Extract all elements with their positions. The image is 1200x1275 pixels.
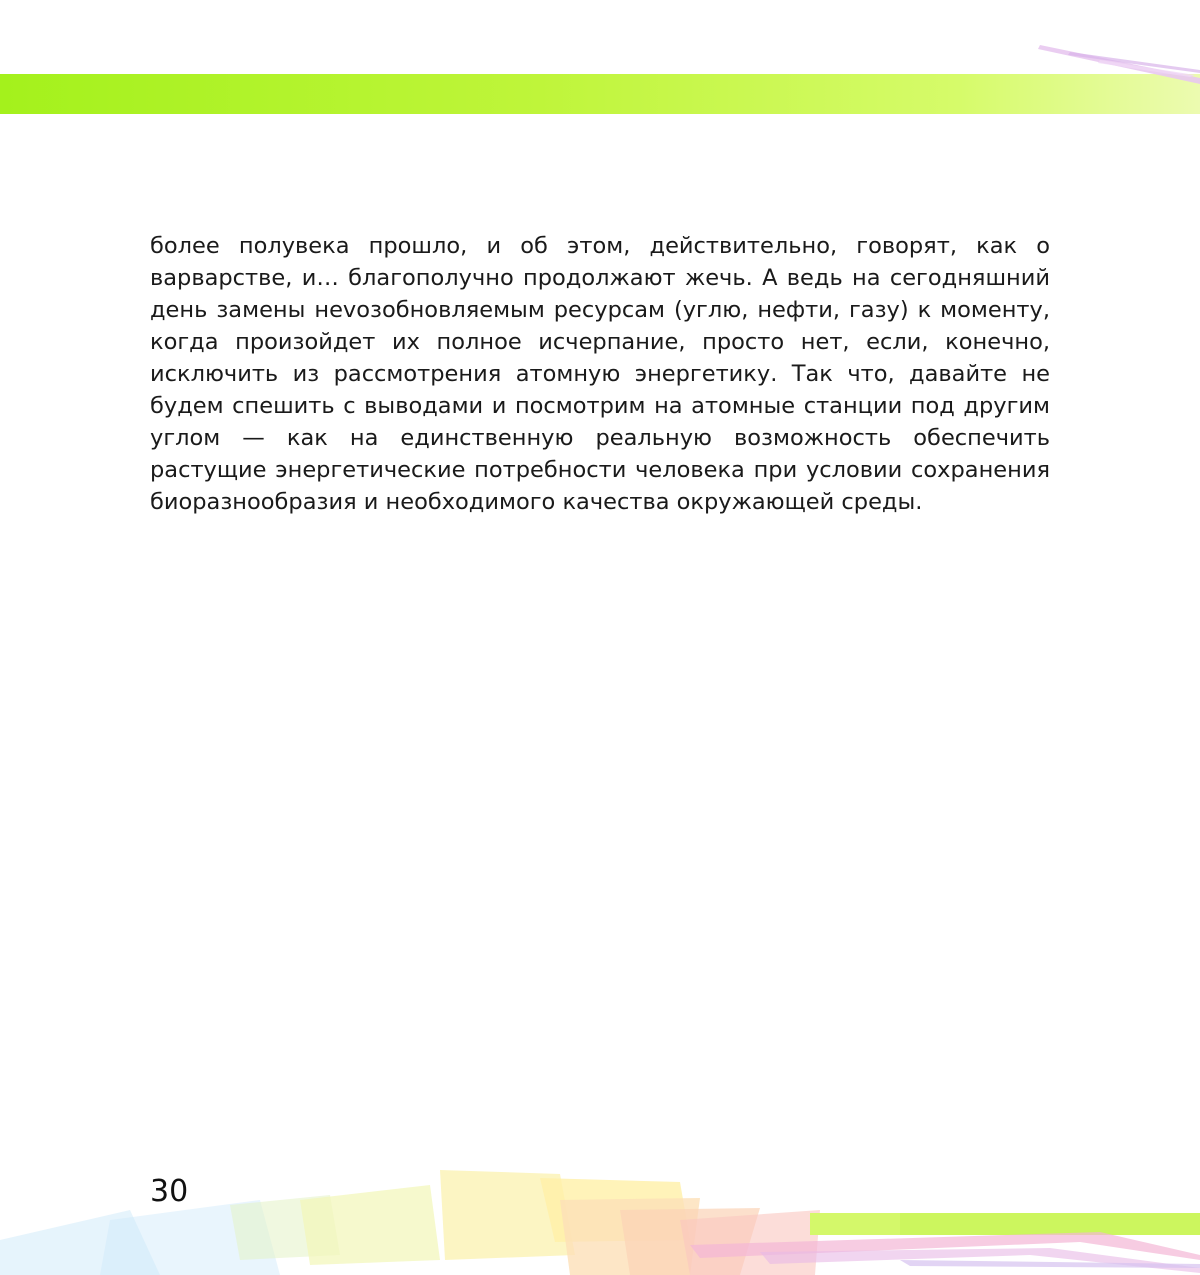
decorative-streaks-bottom [0, 1160, 1200, 1275]
body-paragraph: более полувека прошло, и об этом, действительно, говорят, как о варварстве, и… благополучно продолжают жечь. А ведь на сегодняшний день замены неvозобновляемым ресурсам (углю, нефти, газу) к моменту, когда произойдет их полное исчерпание, просто нет, если, конечно, исключить из рассмотрения атомную энергетику. Так что, давайте не будем спешить с выводами и посмотрим на атомные станции под другим углом — как на единственную реальную возможность обеспечить растущие энергетические потребности человека при условии сохранения биоразнообразия и необходимого качества окружающей среды. [150, 233, 1050, 515]
page-number: 30 [150, 1174, 189, 1209]
header-color-band [0, 74, 1200, 114]
decorative-streaks-top [1030, 30, 1200, 110]
